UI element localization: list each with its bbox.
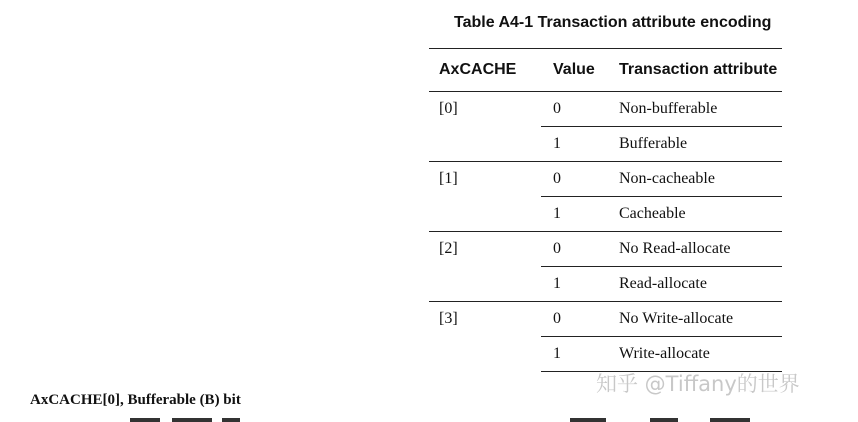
axcache-bit-cell: [0] (439, 100, 458, 117)
value-cell: 1 (541, 197, 619, 232)
value-cell: 1 (541, 267, 619, 302)
header-axcache: AxCACHE (439, 61, 517, 78)
attribute-cell: No Write-allocate (619, 302, 782, 337)
attribute-cell: No Read-allocate (619, 232, 782, 267)
attribute-cell: Cacheable (619, 197, 782, 232)
attribute-cell: Non-bufferable (619, 92, 782, 127)
value-cell: 0 (541, 92, 619, 127)
value-cell: 0 (541, 162, 619, 197)
table-row (429, 162, 782, 197)
table-header-row (429, 49, 782, 92)
attribute-cell: Bufferable (619, 127, 782, 162)
attribute-cell: Read-allocate (619, 267, 782, 302)
section-heading: AxCACHE[0], Bufferable (B) bit (30, 392, 241, 408)
attribute-cell: Non-cacheable (619, 162, 782, 197)
header-value: Value (553, 61, 595, 78)
axcache-bit-cell: [2] (429, 232, 541, 302)
header-transaction-attribute: Transaction attribute (619, 61, 778, 78)
attribute-cell: Write-allocate (619, 337, 782, 372)
value-cell: 1 (541, 127, 619, 162)
cut-off-text-line (130, 418, 780, 422)
axcache-bit-cell: [1] (429, 162, 541, 232)
value-cell: 1 (541, 337, 619, 372)
value-cell: 0 (541, 232, 619, 267)
table-row (429, 92, 782, 127)
table-caption: Table A4-1 Transaction attribute encoding (454, 14, 772, 31)
table-row (429, 302, 782, 337)
value-cell: 0 (541, 302, 619, 337)
transaction-attribute-table (429, 48, 782, 372)
axcache-bit-cell: [3] (429, 302, 541, 372)
watermark: 知乎 @Tiffany的世界 (596, 372, 800, 396)
table-row (429, 232, 782, 267)
